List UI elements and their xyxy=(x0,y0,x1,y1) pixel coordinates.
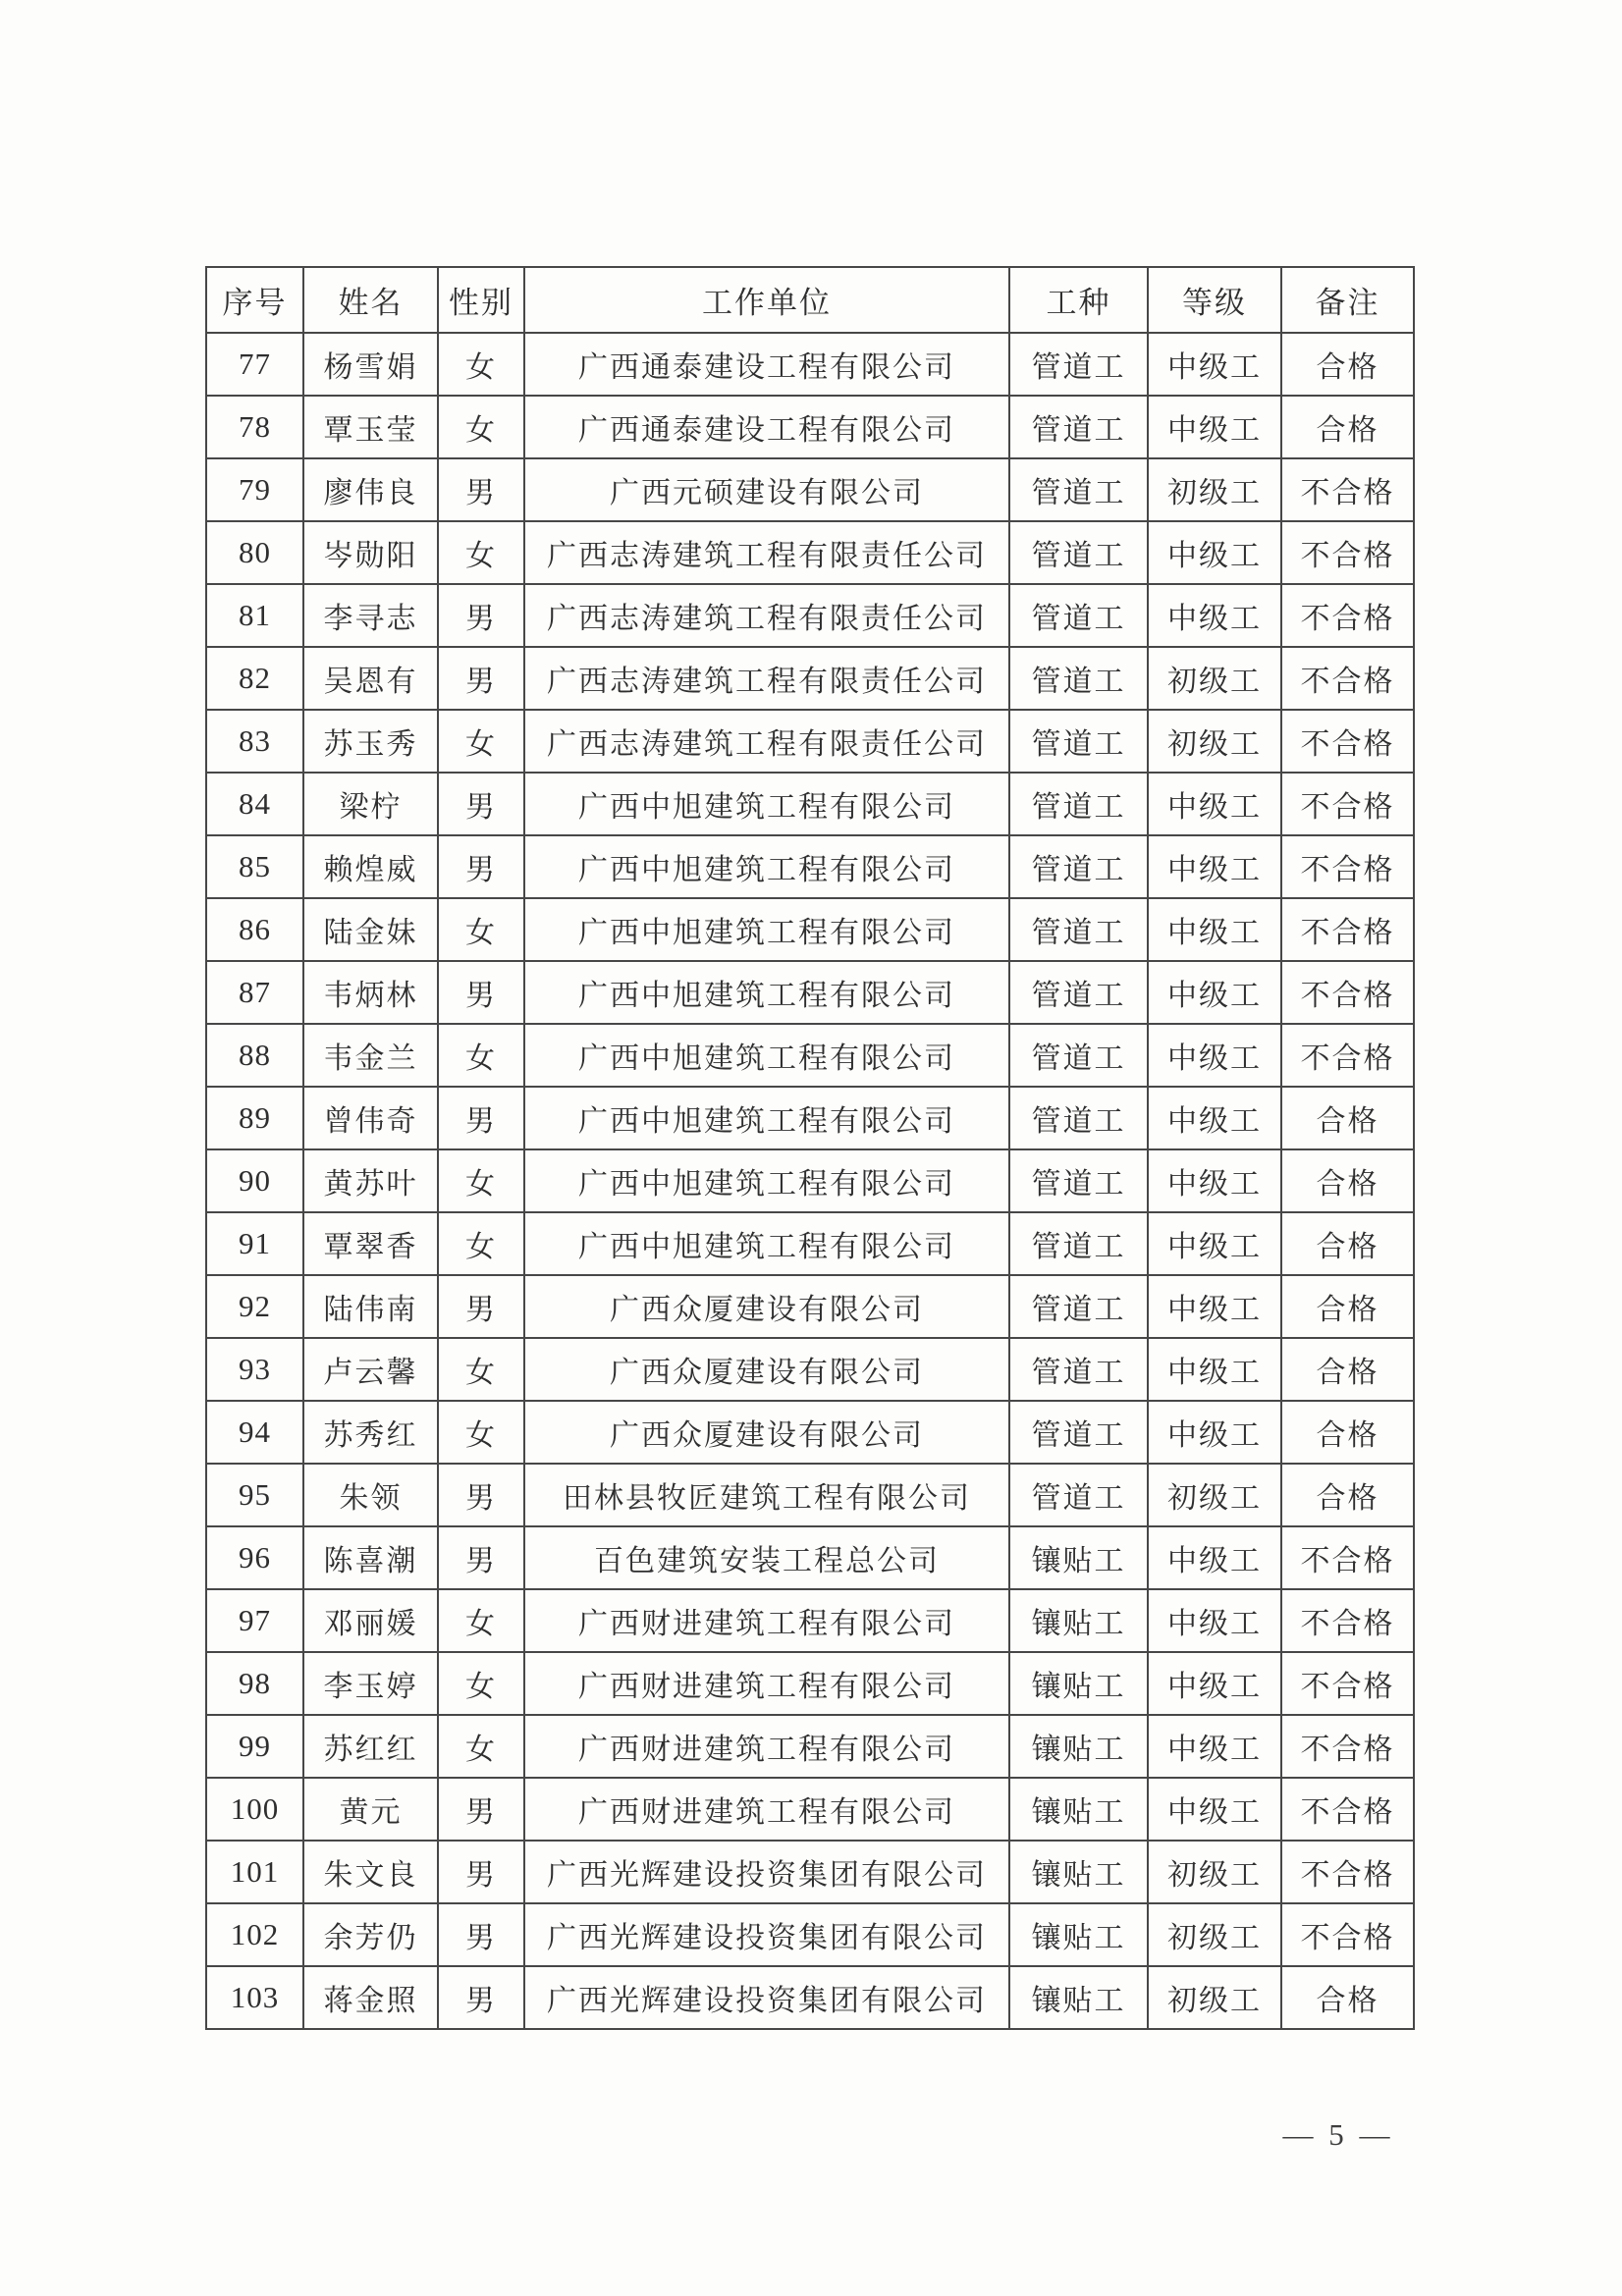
cell-gender: 女 xyxy=(438,710,524,773)
table-header-row xyxy=(206,267,1414,333)
cell-name: 陆金妹 xyxy=(303,898,438,961)
cell-trade: 镶贴工 xyxy=(1009,1715,1148,1778)
cell-trade: 管道工 xyxy=(1009,898,1148,961)
col-header-name: 姓名 xyxy=(303,267,438,333)
cell-level: 中级工 xyxy=(1148,1715,1281,1778)
cell-name: 吴恩有 xyxy=(303,647,438,710)
table-row xyxy=(206,1149,1414,1212)
cell-trade: 管道工 xyxy=(1009,1401,1148,1464)
cell-remark: 不合格 xyxy=(1281,1589,1414,1652)
cell-name: 覃翠香 xyxy=(303,1212,438,1275)
cell-employer: 广西中旭建筑工程有限公司 xyxy=(524,773,1009,835)
cell-seq: 99 xyxy=(206,1715,303,1778)
cell-remark: 不合格 xyxy=(1281,458,1414,521)
cell-name: 陈喜潮 xyxy=(303,1526,438,1589)
cell-trade: 管道工 xyxy=(1009,1338,1148,1401)
cell-name: 陆伟南 xyxy=(303,1275,438,1338)
cell-level: 中级工 xyxy=(1148,1024,1281,1087)
cell-seq: 91 xyxy=(206,1212,303,1275)
cell-employer: 广西志涛建筑工程有限责任公司 xyxy=(524,710,1009,773)
cell-employer: 广西中旭建筑工程有限公司 xyxy=(524,961,1009,1024)
cell-remark: 不合格 xyxy=(1281,1652,1414,1715)
cell-seq: 95 xyxy=(206,1464,303,1526)
cell-gender: 男 xyxy=(438,1526,524,1589)
cell-gender: 男 xyxy=(438,835,524,898)
cell-employer: 广西财进建筑工程有限公司 xyxy=(524,1652,1009,1715)
cell-name: 梁柠 xyxy=(303,773,438,835)
cell-trade: 镶贴工 xyxy=(1009,1966,1148,2029)
cell-seq: 81 xyxy=(206,584,303,647)
cell-employer: 广西众厦建设有限公司 xyxy=(524,1275,1009,1338)
cell-remark: 合格 xyxy=(1281,1401,1414,1464)
cell-remark: 不合格 xyxy=(1281,710,1414,773)
cell-remark: 不合格 xyxy=(1281,1024,1414,1087)
table-row xyxy=(206,773,1414,835)
cell-remark: 不合格 xyxy=(1281,773,1414,835)
table-row xyxy=(206,1903,1414,1966)
cell-gender: 女 xyxy=(438,396,524,458)
cell-remark: 不合格 xyxy=(1281,584,1414,647)
cell-level: 中级工 xyxy=(1148,333,1281,396)
cell-name: 赖煌威 xyxy=(303,835,438,898)
cell-employer: 广西中旭建筑工程有限公司 xyxy=(524,1087,1009,1149)
cell-employer: 广西财进建筑工程有限公司 xyxy=(524,1778,1009,1841)
cell-employer: 广西众厦建设有限公司 xyxy=(524,1338,1009,1401)
cell-trade: 管道工 xyxy=(1009,1024,1148,1087)
table-row xyxy=(206,584,1414,647)
cell-seq: 102 xyxy=(206,1903,303,1966)
cell-remark: 合格 xyxy=(1281,1464,1414,1526)
cell-level: 初级工 xyxy=(1148,1841,1281,1903)
cell-name: 覃玉莹 xyxy=(303,396,438,458)
cell-employer: 广西财进建筑工程有限公司 xyxy=(524,1715,1009,1778)
cell-trade: 镶贴工 xyxy=(1009,1903,1148,1966)
cell-remark: 不合格 xyxy=(1281,1526,1414,1589)
cell-gender: 女 xyxy=(438,521,524,584)
cell-gender: 男 xyxy=(438,647,524,710)
cell-level: 初级工 xyxy=(1148,1966,1281,2029)
cell-gender: 女 xyxy=(438,1715,524,1778)
cell-gender: 女 xyxy=(438,1401,524,1464)
col-header-seq: 序号 xyxy=(206,267,303,333)
cell-trade: 镶贴工 xyxy=(1009,1526,1148,1589)
cell-seq: 97 xyxy=(206,1589,303,1652)
cell-remark: 合格 xyxy=(1281,333,1414,396)
cell-name: 余芳仍 xyxy=(303,1903,438,1966)
cell-trade: 镶贴工 xyxy=(1009,1841,1148,1903)
cell-seq: 78 xyxy=(206,396,303,458)
cell-seq: 96 xyxy=(206,1526,303,1589)
cell-gender: 男 xyxy=(438,1778,524,1841)
page-number: — 5 — xyxy=(1282,2117,1394,2152)
cell-name: 卢云馨 xyxy=(303,1338,438,1401)
cell-name: 李玉婷 xyxy=(303,1652,438,1715)
cell-employer: 广西通泰建设工程有限公司 xyxy=(524,333,1009,396)
cell-level: 中级工 xyxy=(1148,961,1281,1024)
cell-level: 中级工 xyxy=(1148,1275,1281,1338)
cell-level: 中级工 xyxy=(1148,1338,1281,1401)
cell-employer: 广西中旭建筑工程有限公司 xyxy=(524,1024,1009,1087)
cell-gender: 男 xyxy=(438,1464,524,1526)
cell-trade: 镶贴工 xyxy=(1009,1652,1148,1715)
cell-level: 中级工 xyxy=(1148,1589,1281,1652)
cell-trade: 管道工 xyxy=(1009,1212,1148,1275)
cell-remark: 合格 xyxy=(1281,396,1414,458)
cell-name: 黄苏叶 xyxy=(303,1149,438,1212)
cell-employer: 广西财进建筑工程有限公司 xyxy=(524,1589,1009,1652)
cell-remark: 不合格 xyxy=(1281,835,1414,898)
cell-employer: 广西志涛建筑工程有限责任公司 xyxy=(524,647,1009,710)
cell-level: 中级工 xyxy=(1148,1149,1281,1212)
cell-level: 中级工 xyxy=(1148,898,1281,961)
cell-seq: 100 xyxy=(206,1778,303,1841)
cell-gender: 男 xyxy=(438,584,524,647)
table-row xyxy=(206,1212,1414,1275)
cell-seq: 82 xyxy=(206,647,303,710)
table-row xyxy=(206,1966,1414,2029)
cell-level: 中级工 xyxy=(1148,1087,1281,1149)
cell-remark: 合格 xyxy=(1281,1275,1414,1338)
cell-name: 朱文良 xyxy=(303,1841,438,1903)
cell-gender: 女 xyxy=(438,898,524,961)
cell-employer: 广西中旭建筑工程有限公司 xyxy=(524,898,1009,961)
cell-name: 蒋金照 xyxy=(303,1966,438,2029)
cell-employer: 广西光辉建设投资集团有限公司 xyxy=(524,1903,1009,1966)
cell-trade: 管道工 xyxy=(1009,1275,1148,1338)
cell-gender: 女 xyxy=(438,1024,524,1087)
cell-trade: 管道工 xyxy=(1009,1087,1148,1149)
table-row xyxy=(206,647,1414,710)
cell-seq: 84 xyxy=(206,773,303,835)
cell-employer: 广西通泰建设工程有限公司 xyxy=(524,396,1009,458)
qualification-results-table xyxy=(205,266,1415,2030)
cell-gender: 男 xyxy=(438,1841,524,1903)
cell-trade: 管道工 xyxy=(1009,458,1148,521)
cell-seq: 79 xyxy=(206,458,303,521)
cell-remark: 合格 xyxy=(1281,1966,1414,2029)
cell-trade: 管道工 xyxy=(1009,773,1148,835)
cell-level: 中级工 xyxy=(1148,1652,1281,1715)
cell-gender: 女 xyxy=(438,1338,524,1401)
col-header-gender: 性别 xyxy=(438,267,524,333)
cell-seq: 93 xyxy=(206,1338,303,1401)
cell-seq: 89 xyxy=(206,1087,303,1149)
cell-seq: 80 xyxy=(206,521,303,584)
cell-trade: 管道工 xyxy=(1009,396,1148,458)
cell-remark: 不合格 xyxy=(1281,898,1414,961)
table-row xyxy=(206,396,1414,458)
cell-level: 初级工 xyxy=(1148,1903,1281,1966)
cell-trade: 管道工 xyxy=(1009,521,1148,584)
cell-gender: 男 xyxy=(438,1087,524,1149)
cell-trade: 管道工 xyxy=(1009,710,1148,773)
cell-name: 苏秀红 xyxy=(303,1401,438,1464)
cell-remark: 不合格 xyxy=(1281,1903,1414,1966)
cell-gender: 女 xyxy=(438,1589,524,1652)
cell-seq: 92 xyxy=(206,1275,303,1338)
table-row xyxy=(206,1652,1414,1715)
cell-remark: 不合格 xyxy=(1281,1841,1414,1903)
cell-seq: 86 xyxy=(206,898,303,961)
table-row xyxy=(206,1338,1414,1401)
cell-name: 杨雪娟 xyxy=(303,333,438,396)
col-header-trade: 工种 xyxy=(1009,267,1148,333)
cell-seq: 94 xyxy=(206,1401,303,1464)
cell-seq: 85 xyxy=(206,835,303,898)
table-row xyxy=(206,521,1414,584)
cell-trade: 管道工 xyxy=(1009,1149,1148,1212)
cell-level: 中级工 xyxy=(1148,584,1281,647)
table-row xyxy=(206,1024,1414,1087)
cell-name: 邓丽媛 xyxy=(303,1589,438,1652)
cell-employer: 田林县牧匠建筑工程有限公司 xyxy=(524,1464,1009,1526)
cell-seq: 83 xyxy=(206,710,303,773)
cell-level: 中级工 xyxy=(1148,396,1281,458)
cell-gender: 女 xyxy=(438,1149,524,1212)
cell-trade: 管道工 xyxy=(1009,961,1148,1024)
table-row xyxy=(206,961,1414,1024)
cell-trade: 镶贴工 xyxy=(1009,1589,1148,1652)
cell-remark: 合格 xyxy=(1281,1338,1414,1401)
cell-employer: 广西众厦建设有限公司 xyxy=(524,1401,1009,1464)
cell-trade: 管道工 xyxy=(1009,835,1148,898)
table-row xyxy=(206,898,1414,961)
cell-level: 中级工 xyxy=(1148,1401,1281,1464)
cell-name: 韦炳林 xyxy=(303,961,438,1024)
table-body xyxy=(206,333,1414,2029)
cell-level: 中级工 xyxy=(1148,1526,1281,1589)
cell-level: 中级工 xyxy=(1148,773,1281,835)
cell-trade: 管道工 xyxy=(1009,1464,1148,1526)
cell-remark: 不合格 xyxy=(1281,961,1414,1024)
cell-level: 中级工 xyxy=(1148,1778,1281,1841)
col-header-employer: 工作单位 xyxy=(524,267,1009,333)
cell-name: 苏玉秀 xyxy=(303,710,438,773)
cell-remark: 不合格 xyxy=(1281,647,1414,710)
cell-gender: 女 xyxy=(438,333,524,396)
cell-level: 中级工 xyxy=(1148,1212,1281,1275)
cell-remark: 合格 xyxy=(1281,1087,1414,1149)
table-row xyxy=(206,1526,1414,1589)
cell-name: 朱领 xyxy=(303,1464,438,1526)
cell-employer: 广西中旭建筑工程有限公司 xyxy=(524,1212,1009,1275)
cell-name: 岑勋阳 xyxy=(303,521,438,584)
cell-gender: 女 xyxy=(438,1212,524,1275)
table-row xyxy=(206,1589,1414,1652)
cell-remark: 不合格 xyxy=(1281,521,1414,584)
cell-gender: 男 xyxy=(438,961,524,1024)
cell-name: 李寻志 xyxy=(303,584,438,647)
table-row xyxy=(206,1778,1414,1841)
cell-level: 初级工 xyxy=(1148,710,1281,773)
cell-gender: 男 xyxy=(438,1966,524,2029)
table-row xyxy=(206,458,1414,521)
cell-seq: 103 xyxy=(206,1966,303,2029)
cell-remark: 合格 xyxy=(1281,1212,1414,1275)
table-row xyxy=(206,710,1414,773)
cell-name: 曾伟奇 xyxy=(303,1087,438,1149)
cell-employer: 广西中旭建筑工程有限公司 xyxy=(524,835,1009,898)
cell-seq: 87 xyxy=(206,961,303,1024)
cell-name: 苏红红 xyxy=(303,1715,438,1778)
cell-name: 韦金兰 xyxy=(303,1024,438,1087)
cell-level: 初级工 xyxy=(1148,458,1281,521)
cell-level: 中级工 xyxy=(1148,521,1281,584)
table-row xyxy=(206,835,1414,898)
cell-employer: 广西中旭建筑工程有限公司 xyxy=(524,1149,1009,1212)
cell-remark: 不合格 xyxy=(1281,1715,1414,1778)
cell-gender: 男 xyxy=(438,458,524,521)
table-row xyxy=(206,1464,1414,1526)
table-row xyxy=(206,1841,1414,1903)
table-row xyxy=(206,1715,1414,1778)
cell-employer: 广西元硕建设有限公司 xyxy=(524,458,1009,521)
cell-trade: 管道工 xyxy=(1009,584,1148,647)
table-row xyxy=(206,1087,1414,1149)
cell-level: 初级工 xyxy=(1148,647,1281,710)
cell-level: 初级工 xyxy=(1148,1464,1281,1526)
cell-gender: 男 xyxy=(438,773,524,835)
cell-employer: 广西光辉建设投资集团有限公司 xyxy=(524,1841,1009,1903)
cell-name: 廖伟良 xyxy=(303,458,438,521)
cell-trade: 镶贴工 xyxy=(1009,1778,1148,1841)
col-header-level: 等级 xyxy=(1148,267,1281,333)
cell-seq: 98 xyxy=(206,1652,303,1715)
cell-employer: 广西光辉建设投资集团有限公司 xyxy=(524,1966,1009,2029)
cell-level: 中级工 xyxy=(1148,835,1281,898)
cell-seq: 90 xyxy=(206,1149,303,1212)
cell-gender: 女 xyxy=(438,1652,524,1715)
cell-employer: 广西志涛建筑工程有限责任公司 xyxy=(524,584,1009,647)
table-row xyxy=(206,1401,1414,1464)
cell-employer: 广西志涛建筑工程有限责任公司 xyxy=(524,521,1009,584)
col-header-remark: 备注 xyxy=(1281,267,1414,333)
cell-seq: 101 xyxy=(206,1841,303,1903)
cell-remark: 合格 xyxy=(1281,1149,1414,1212)
cell-trade: 管道工 xyxy=(1009,647,1148,710)
cell-gender: 男 xyxy=(438,1275,524,1338)
cell-name: 黄元 xyxy=(303,1778,438,1841)
cell-trade: 管道工 xyxy=(1009,333,1148,396)
cell-employer: 百色建筑安装工程总公司 xyxy=(524,1526,1009,1589)
cell-seq: 77 xyxy=(206,333,303,396)
cell-remark: 不合格 xyxy=(1281,1778,1414,1841)
table-row xyxy=(206,333,1414,396)
table-row xyxy=(206,1275,1414,1338)
cell-seq: 88 xyxy=(206,1024,303,1087)
cell-gender: 男 xyxy=(438,1903,524,1966)
